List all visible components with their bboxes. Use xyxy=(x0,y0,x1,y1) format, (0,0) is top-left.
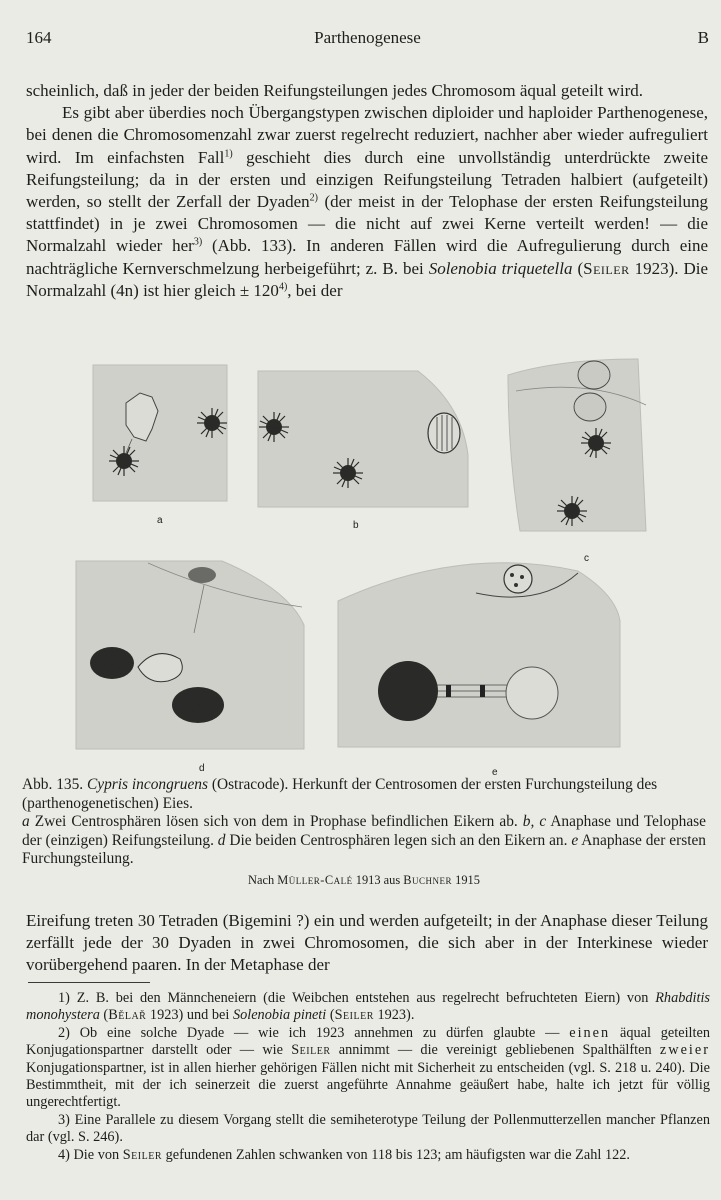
footnotes xyxy=(26,990,710,1164)
figure-caption: Abb. 135. Cypris incongruens (Ostracode). Herkunft der Centrosomen der ersten Furchungsteilung des (parthenogenetischen) Eies. a Zwei Centrosphären lösen sich von dem in Prophase befindlichen Eikern ab. b, c Anaphase und Telophase der (einzigen) Reifungsteilung. d Die beiden Centrosphären legen sich an den Eikern an. e Anaphase der ersten Furchungsteilung. Nach Müller-Calé 1913 aus Buchner 1915 xyxy=(22,776,706,890)
caption-legend: a Zwei Centrosphären lösen sich von dem in Prophase befindlichen Eikern ab. b, c Anaphase und Telophase der (einzigen) Reifungsteilung. d Die beiden Centrosphären legen sich an den Eikern an. e Anaphase der ersten Furchungsteilung. xyxy=(22,813,706,868)
author-name: Seiler xyxy=(583,258,630,278)
footnote-3: 3) Eine Parallele zu diesem Vorgang stellt die semiheterotype Teilung der Pollenmutterzellen mancher Pflanzen dar (vgl. S. 246). xyxy=(26,1111,710,1146)
panel-label-e: e xyxy=(492,767,498,778)
footnote-ref-4[interactable]: 4) xyxy=(278,281,288,293)
page-number: 164 xyxy=(26,28,52,47)
footnote-ref-3[interactable]: 3) xyxy=(193,236,203,248)
caption-species: Cypris incongruens xyxy=(87,776,208,793)
figure-135 xyxy=(0,345,721,785)
panel-c xyxy=(508,359,646,531)
footnote-ref-1[interactable]: 1) xyxy=(224,147,233,159)
panel-e xyxy=(338,563,620,747)
footnote-4: 4) Die von Seiler gefundenen Zahlen schwanken von 118 bis 123; am häufigsten war die Zahl 122. xyxy=(58,1146,630,1163)
paragraph-continuation: scheinlich, daß in jeder der beiden Reifungsteilungen jedes Chromosom äqual geteilt wird. xyxy=(26,81,644,100)
panel-label-a: a xyxy=(157,515,163,526)
micrograph-panels xyxy=(0,345,721,785)
panel-label-d: d xyxy=(199,763,205,774)
body-text-top xyxy=(26,80,708,302)
panel-label-b: b xyxy=(353,520,359,531)
panel-a xyxy=(93,365,227,501)
panel-d xyxy=(76,561,304,749)
panel-b xyxy=(258,371,468,507)
running-title: Parthenogenese xyxy=(314,28,421,47)
running-header xyxy=(26,28,709,56)
section-letter: B xyxy=(697,28,709,47)
body-text-bottom xyxy=(26,910,708,977)
footnote-2: 2) Ob eine solche Dyade — wie ich 1923 annehmen zu dürfen glaubte — einen äqual geteilten Konjugationspartner darstellt oder — wie Seiler annimmt — die vereinigt gebliebenen Spalthälften zweier Konjugationspartner, ist in allen hierher gehörigen Fällen nicht mit Sicherheit zu entscheiden (vgl. S. 218 u. 240). Die Bestimmtheit, mit der ich seinerzeit die zuerst angeführte Annahme geäußert habe, halte ich jetzt für völlig ungerechtfertigt. xyxy=(26,1024,711,1111)
figure-source: Nach Müller-Calé 1913 aus Buchner 1915 xyxy=(248,872,480,887)
paragraph-transition-types: Es gibt aber überdies noch Übergangstypen zwischen diploider und haploider Parthenogenese, bei denen die Chromosomenzahl zwar zuerst regelrecht reduziert, nachher aber wieder aufreguliert wird. Im einfachsten Fall$^{1)}$ geschieht dies durch eine unvollständig unterdrückte zweite Reifungsteilung; da in der ersten und einzigen Reifungsteilung Tetraden halbiert (aufgeteilt) werden, so stellt der Zerfall der Dyaden$^{2)}$ (der meist in der Telophase der ersten Reifungsteilung stattfindet) in je zwei Chromosomen — die nicht auf zwei Kerne verteilt werden! — die Normalzahl wieder her$^{3)}$ (Abb. 133). In anderen Fällen wird die Aufregulierung durch eine nachträgliche Kernverschmelzung herbeigeführt; z. B. bei Solenobia triquetella (Seiler 1923). Die Normalzahl (4n) ist hier gleich ± $120^{4)}$, bei der xyxy=(26,103,709,300)
species-name: Solenobia triquetella xyxy=(428,258,573,278)
panel-label-c: c xyxy=(584,553,589,564)
figure-number: Abb. 135. xyxy=(22,776,84,793)
paragraph-tetrads: Eireifung treten 30 Tetraden (Bigemini ?) ein und werden aufgeteilt; in der Anaphase dieser Teilung zerfällt jede der 30 Dyaden in zwei Chromosomen, die sich aber in der Interkinese wieder vorübergehend paaren. In der Metaphase der xyxy=(26,911,708,975)
footnote-ref-2[interactable]: 2) xyxy=(309,192,319,204)
footnote-rule xyxy=(28,982,150,983)
footnote-1: 1) Z. B. bei den Männcheneiern (die Weibchen entstehen aus regelrecht befruchteten Eiern) von Rhabditis monohystera (Bělař 1923) und bei Solenobia pineti (Seiler 1923). xyxy=(26,990,710,1024)
